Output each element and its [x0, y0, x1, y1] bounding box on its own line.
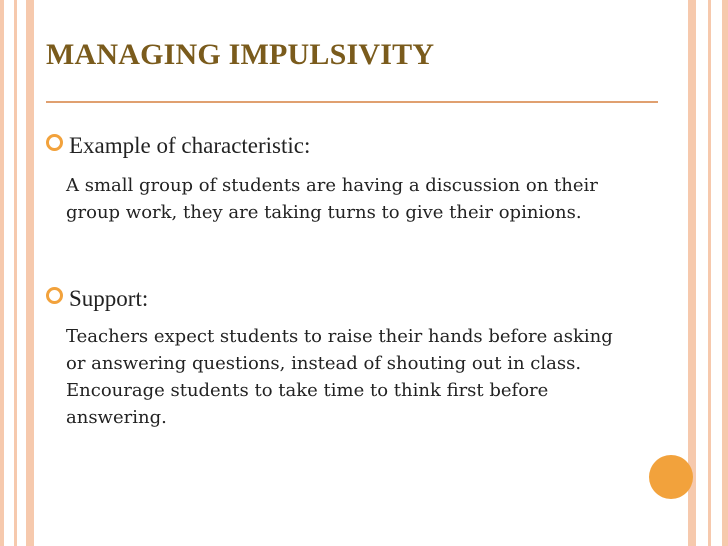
ring-bullet-icon	[46, 134, 63, 151]
bullet-support-label: Support:	[69, 286, 149, 311]
example-description: A small group of students are having a discussion on their group work, they are taking turns to give their opinions.	[66, 175, 598, 223]
bullet-support-heading	[46, 286, 148, 312]
decorative-orange-circle	[649, 455, 693, 499]
bullet-example-label: Example of characteristic:	[69, 133, 311, 158]
ring-bullet-icon	[46, 287, 63, 304]
title-divider	[46, 101, 658, 103]
right-stripe-middle	[708, 0, 711, 546]
right-decorative-border	[688, 0, 728, 546]
support-description: Teachers expect students to raise their hands before asking or answering questions, instead of shouting out in class. Encourage students to take time to think first before answering.	[66, 326, 613, 428]
left-stripe-inner	[26, 0, 34, 546]
left-stripe-middle	[14, 0, 17, 546]
bullet-example-heading	[46, 133, 310, 159]
left-decorative-border	[0, 0, 34, 546]
left-stripe-outer	[0, 0, 4, 546]
right-stripe-outer	[722, 0, 728, 546]
slide-title: MANAGING IMPULSIVITY	[46, 38, 435, 71]
